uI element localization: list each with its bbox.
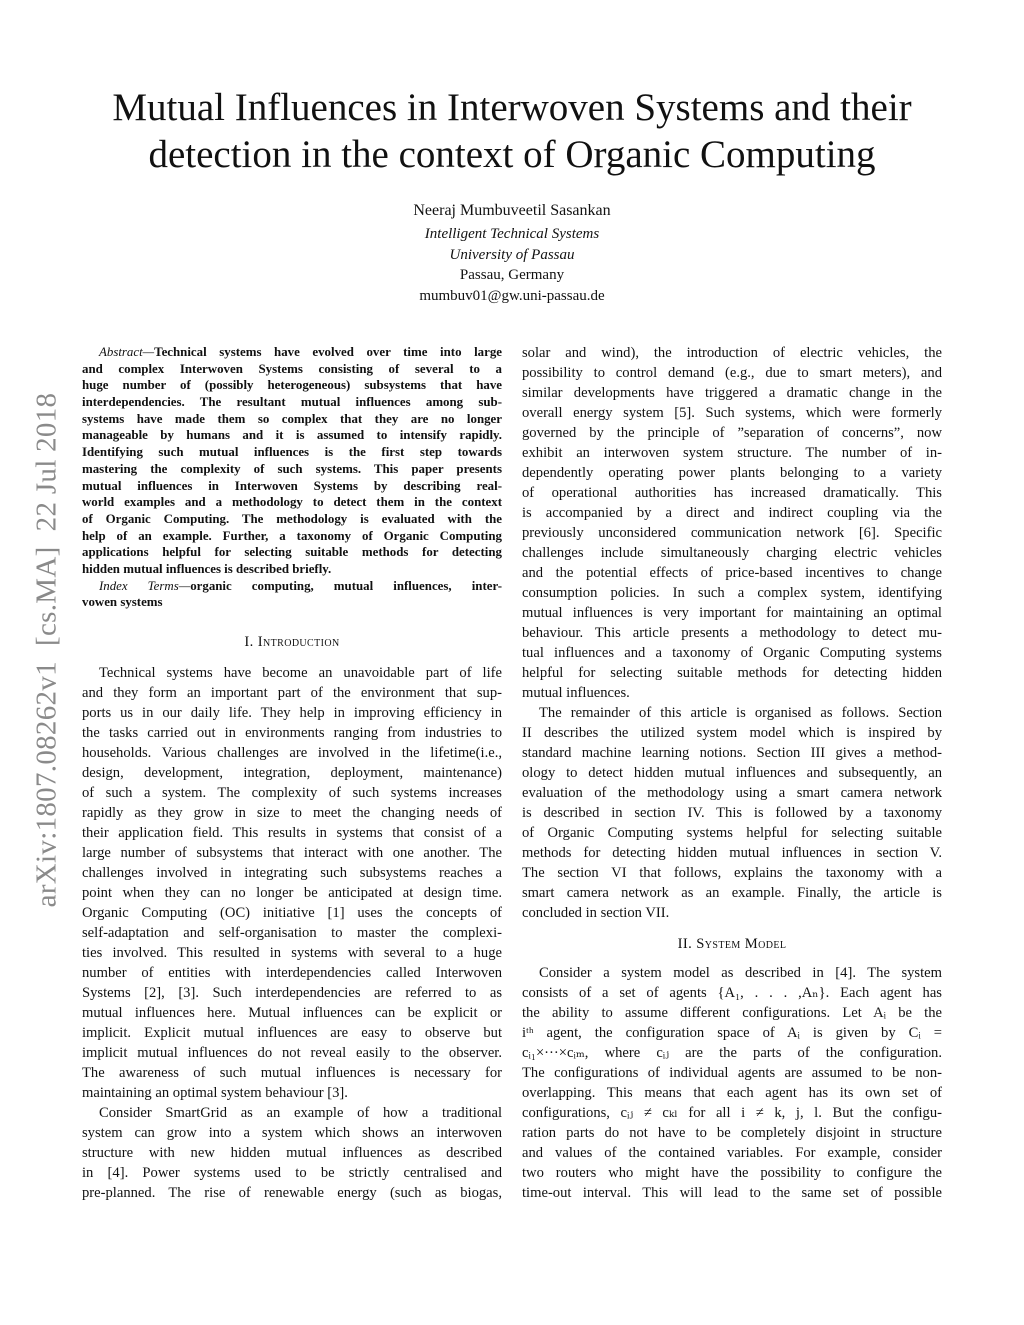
abstract-line: help of an example. Further, a taxonomy of Organic Computing: [82, 528, 502, 543]
text-line: mutual influences.: [522, 685, 630, 701]
text-line: The awareness of such mutual influences is necessary for: [82, 1065, 502, 1081]
text-line: Technical systems have become an unavoidable part of life: [99, 665, 502, 681]
author-email: mumbuv01@gw.uni-passau.de: [419, 288, 605, 304]
abstract-line: [82, 344, 502, 361]
author-location: Passau, Germany: [459, 267, 565, 284]
text-line: challenges involved in integrating such subsystems reaches a: [82, 865, 502, 881]
author-name: Neeraj Mumbuveetil Sasankan: [413, 202, 611, 219]
arxiv-stamp: arXiv:1807.08262v1 [cs.MA] 22 Jul 2018: [30, 392, 63, 908]
text-line: dependently operating power plants belonging to a variety: [522, 465, 942, 481]
text-line: similar developments have triggered a dramatic change in the: [522, 385, 942, 401]
text-line: iᵗʰ agent, the configuration space of Aᵢ is given by Cᵢ =: [522, 1025, 942, 1041]
paragraph: [522, 703, 942, 923]
text-line: is described in section IV. This is followed by a taxonomy: [522, 805, 942, 821]
text-line: behaviour. This article presents a methodology to detect mu-: [522, 625, 942, 641]
text-line: ration parts do not have to be completely disjoint in structure: [522, 1125, 942, 1141]
text-line: configurations, cᵢⱼ ≠ cₖₗ for all i ≠ k, j, l. But the configu-: [522, 1105, 942, 1121]
text-line: and they form an important part of the environment that sup-: [82, 685, 502, 701]
abstract-line: interdependencies. The resultant mutual influences among sub-: [82, 395, 502, 410]
right-column-body: [522, 343, 942, 923]
abstract-label: Abstract—: [99, 345, 155, 359]
text-line: previously unconsidered communication network [6]. Specific: [522, 525, 942, 541]
abstract-text: Technical systems have evolved over time into large: [154, 345, 502, 359]
text-line: exhibit an interwoven system structure. The number of in-: [522, 445, 942, 461]
text-line: The remainder of this article is organised as follows. Section: [539, 705, 942, 721]
text-line: the tasks carried out in environments ranging from industries to: [82, 725, 502, 741]
text-line: cᵢ₁×···×cᵢₘ, where cᵢⱼ are the parts of the configuration.: [522, 1045, 942, 1061]
text-line: methods for detecting hidden mutual influences in section V.: [522, 845, 942, 861]
abstract-line: world examples and a methodology to detect them in the context: [82, 495, 502, 510]
text-line: of Organic Computing systems helpful for selecting suitable: [522, 825, 942, 841]
text-line: structure with new hidden mutual influences as described: [82, 1145, 502, 1161]
text-line: governed by the principle of ”separation of concerns”, now: [522, 425, 942, 441]
text-line: mutual influences here. Mutual influences can be explicit or: [82, 1005, 502, 1021]
text-line: design, development, integration, deployment, maintenance): [82, 765, 502, 781]
abstract-line: manageable by humans and it is assumed to intensify rapidly.: [82, 428, 502, 443]
text-line: consumption policies. In such a complex system, identifying: [522, 585, 942, 601]
system-model-body: [522, 963, 942, 1203]
text-line: concluded in section VII.: [522, 905, 670, 921]
text-line: large number of subsystems that interact with one another. The: [82, 845, 502, 861]
text-line: system can grow into a system which shows an interwoven: [82, 1125, 502, 1141]
text-line: Consider a system model as described in [4]. The system: [539, 965, 942, 981]
paragraph: [522, 343, 942, 703]
paper-title: [0, 84, 1024, 178]
title-line: detection in the context of Organic Computing: [148, 133, 876, 176]
text-line: of such a system. The complexity of such systems increases: [82, 785, 502, 801]
text-line: in [4]. Power systems used to be strictly centralised and: [82, 1165, 502, 1181]
abstract-line: of Organic Computing. The methodology is evaluated with the: [82, 511, 502, 526]
title-line: Mutual Influences in Interwoven Systems and their: [112, 86, 912, 129]
text-line: evaluation of the methodology using a smart camera network: [522, 785, 942, 801]
text-line: Systems [2], [3]. Such interdependencies are referred to as: [82, 985, 502, 1001]
abstract-line: mastering the complexity of such systems. This paper presents: [82, 461, 502, 476]
abstract-line: systems have made them so complex that they are no longer: [82, 411, 502, 426]
text-line: challenges include simultaneously charging electric vehicles: [522, 545, 942, 561]
text-line: pre-planned. The rise of renewable energy (such as biogas,: [82, 1185, 502, 1201]
text-line: mutual influences is very important for maintaining an optimal: [522, 605, 942, 621]
abstract: [82, 344, 502, 611]
text-line: number of entities with interdependencies called Interwoven: [82, 965, 502, 981]
section-heading-introduction: I. Introduction: [244, 634, 340, 650]
text-line: Organic Computing (OC) initiative [1] uses the concepts of: [82, 905, 502, 921]
text-line: time-out interval. This will lead to the same set of possible: [522, 1185, 942, 1201]
text-line: solar and wind), the introduction of electric vehicles, the: [522, 345, 942, 361]
text-line: two routers who might have the possibility to configure the: [522, 1165, 942, 1181]
index-terms-label: Index Terms—: [99, 578, 191, 593]
text-line: their application field. This results in systems that consist of a: [82, 825, 502, 841]
text-line: and values of the contained variables. For example, consider: [522, 1145, 942, 1161]
text-line: maintaining an optimal system behaviour [3].: [82, 1085, 348, 1101]
text-line: The section VI that follows, explains the taxonomy with a: [522, 865, 942, 881]
text-line: ology to detect hidden mutual influences and subsequently, an: [522, 765, 942, 781]
index-terms-text: organic computing, mutual influences, inter-: [190, 578, 502, 593]
text-line: helpful for selecting suitable methods for detecting hidden: [522, 665, 942, 681]
index-terms-line: vowen systems: [82, 595, 163, 610]
text-line: self-adaptation and self-organisation to master the complexi-: [82, 925, 502, 941]
text-line: implicit. Explicit mutual influences are easy to observe but: [82, 1025, 502, 1041]
text-line: smart camera network as an example. Finally, the article is: [522, 885, 942, 901]
abstract-line: applications helpful for selecting suitable methods for detecting: [82, 545, 502, 560]
author-university: University of Passau: [449, 246, 575, 263]
index-terms-line: [82, 578, 502, 595]
paragraph: [522, 963, 942, 1203]
text-line: rapidly as they grow in size to meet the changing needs of: [82, 805, 502, 821]
text-line: consists of a set of agents {A₁, . . . ,Aₙ}. Each agent has: [522, 985, 942, 1001]
left-column-body: [82, 663, 502, 1203]
text-line: is accompanied by a direct and indirect coupling via the: [522, 505, 942, 521]
section-heading-system-model: II. System Model: [677, 936, 787, 952]
text-line: overall energy system [5]. Such systems, which were formerly: [522, 405, 942, 421]
text-line: ports us in our daily life. They help in improving efficiency in: [82, 705, 502, 721]
text-line: households. Various challenges are involved in the lifetime(i.e.,: [82, 745, 502, 761]
abstract-line: and complex Interwoven Systems consisting of several to a: [82, 361, 502, 376]
text-line: implicit mutual influences do not reveal easily to the observer.: [82, 1045, 502, 1061]
text-line: of operational authorities has increased dramatically. This: [522, 485, 942, 501]
text-line: point when they can no longer be anticipated at design time.: [82, 885, 502, 901]
text-line: standard machine learning notions. Section III gives a method-: [522, 745, 942, 761]
text-line: possibility to control demand (e.g., due to smart meters), and: [522, 365, 942, 381]
abstract-line: Identifying such mutual influences is the first step towards: [82, 445, 502, 460]
text-line: II describes the utilized system model which is inspired by: [522, 725, 942, 741]
text-line: and the potential effects of price-based incentives to change: [522, 565, 942, 581]
paragraph: [82, 1103, 502, 1203]
text-line: the ability to assume different configurations. Let Aᵢ be the: [522, 1005, 942, 1021]
paragraph: [82, 663, 502, 1103]
text-line: ties involved. This resulted in systems with several to a huge: [82, 945, 502, 961]
author-department: Intelligent Technical Systems: [424, 226, 600, 242]
text-line: The configurations of individual agents are assumed to be non-: [522, 1065, 942, 1081]
text-line: overlapping. This means that each agent has its own set of: [522, 1085, 942, 1101]
text-line: Consider SmartGrid as an example of how a traditional: [99, 1105, 502, 1121]
abstract-line: hidden mutual influences is described briefly.: [82, 561, 332, 576]
text-line: tual influences and a taxonomy of Organic Computing systems: [522, 645, 942, 661]
abstract-line: huge number of (possibly heterogeneous) subsystems that have: [82, 378, 502, 393]
abstract-line: mutual influences in Interwoven Systems by describing real-: [82, 478, 502, 493]
